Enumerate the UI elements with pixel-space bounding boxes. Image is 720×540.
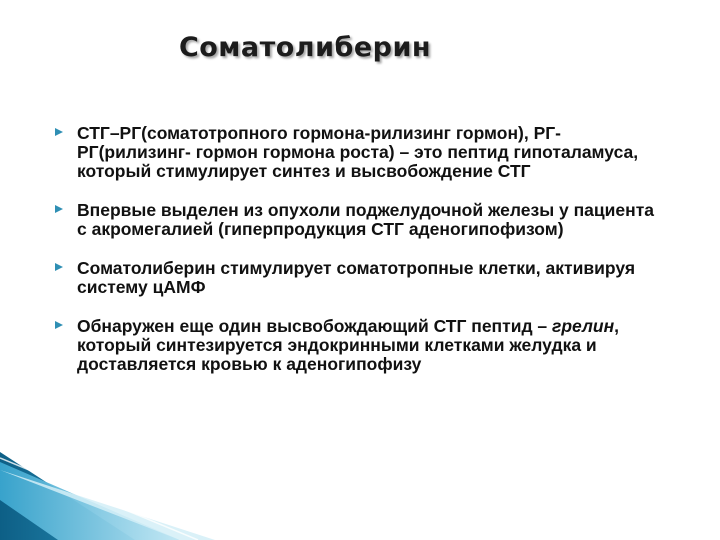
bullet-item	[53, 317, 663, 374]
bullet-text-before: Обнаружен еще один высвобождающий СТГ пептид –	[77, 316, 553, 336]
bullet-item	[53, 259, 663, 297]
bullet-text: Впервые выделен из опухоли поджелудочной железы у пациента с акромегалией (гиперпродукция СТГ аденогипофизом)	[77, 200, 655, 239]
slide-title: Соматолиберин	[178, 32, 432, 63]
decoration-stripe-dark	[0, 452, 135, 540]
decoration-stripe-line	[0, 458, 198, 540]
bullet-arrow-icon	[55, 321, 63, 329]
bullet-list	[53, 124, 663, 394]
bullet-text-after: , который синтезируется эндокринными клетками желудка и доставляется кровью к аденогипофизу	[77, 316, 620, 374]
bullet-text: Соматолиберин стимулирует соматотропные клетки, активируя систему цАМФ	[77, 258, 636, 297]
bullet-italic-term: грелин	[552, 316, 615, 336]
bullet-arrow-icon	[55, 128, 63, 136]
decoration-stripe-mid	[0, 462, 180, 540]
bullet-arrow-icon	[55, 263, 63, 271]
decoration-stripe-light	[0, 470, 215, 540]
bullet-arrow-icon	[55, 205, 63, 213]
bullet-item	[53, 124, 663, 181]
bullet-text: СТГ–РГ(соматотропного гормона-рилизинг гормон), РГ-РГ(рилизинг- гормон гормона роста) – это пептид гипоталамуса, который стимулирует синтез и высвобождение СТГ	[77, 123, 639, 181]
bullet-item	[53, 201, 663, 239]
